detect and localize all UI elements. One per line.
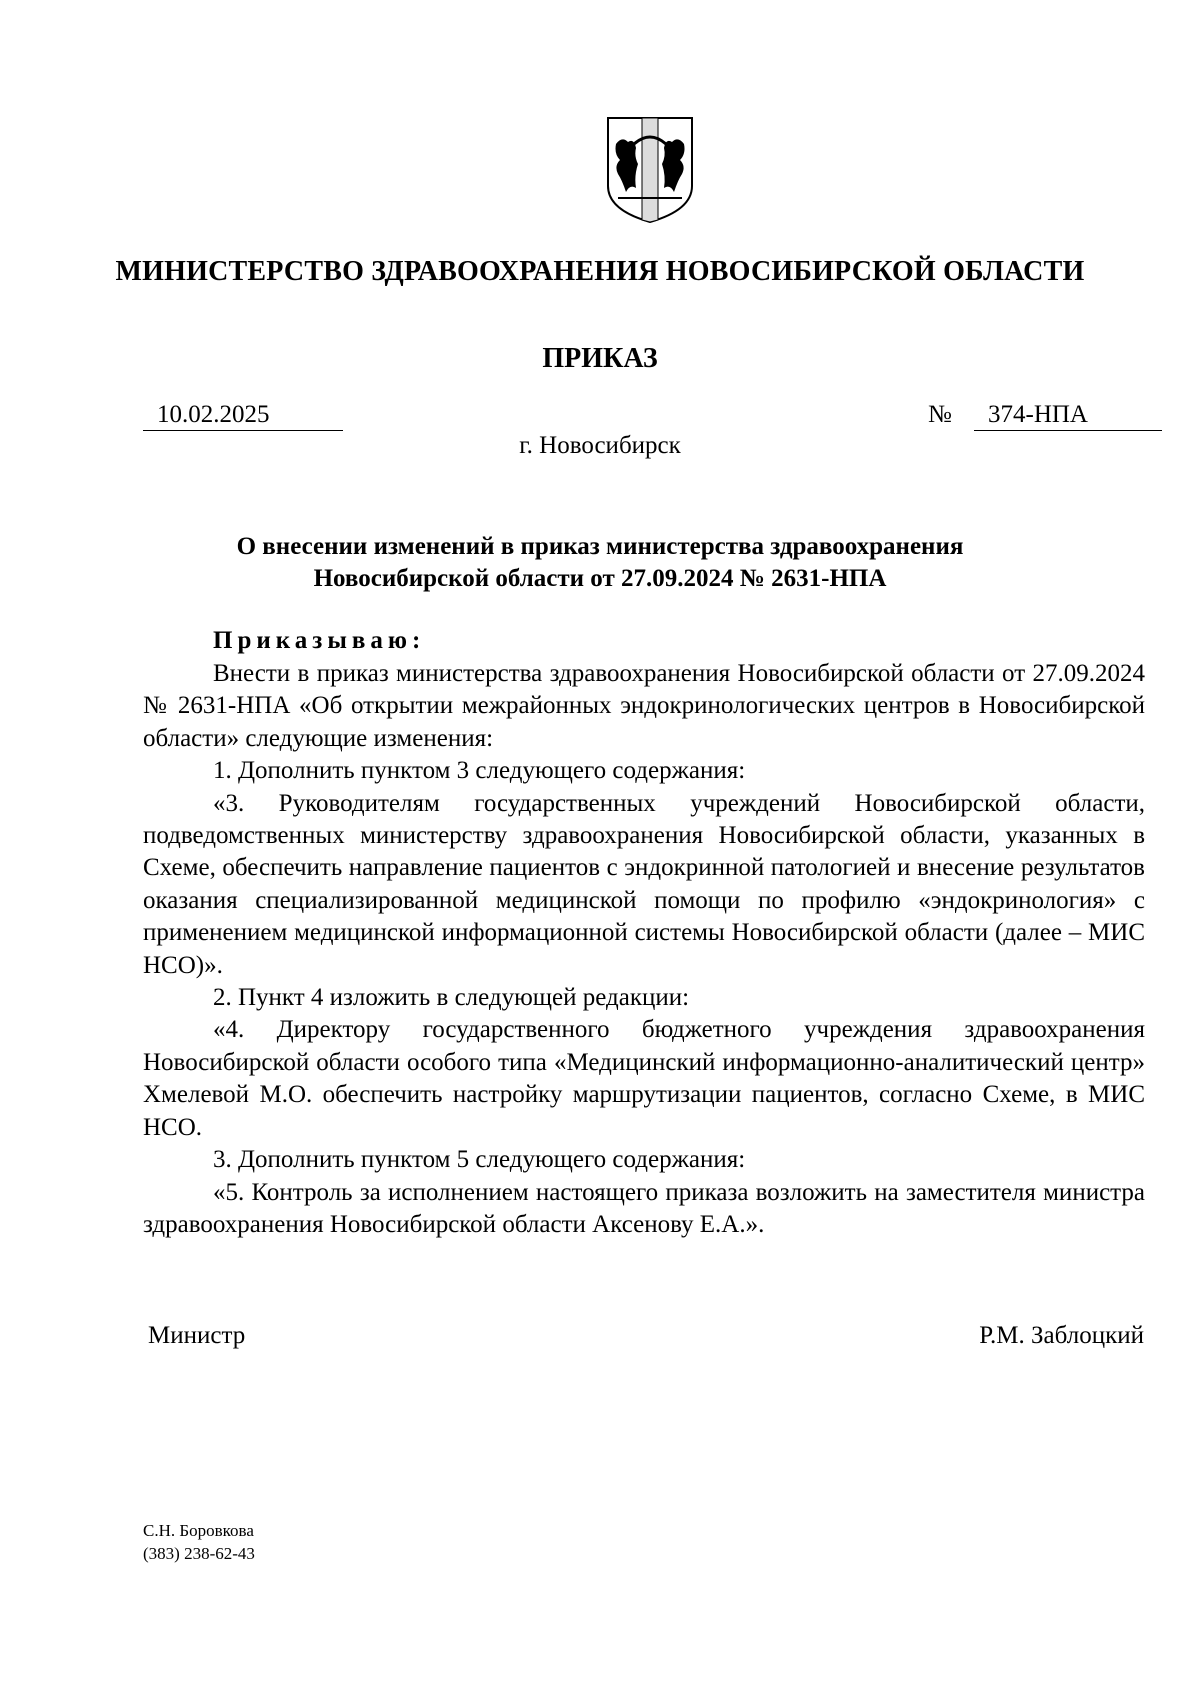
order-number: 374-НПА [974,400,1162,431]
order-heading: Приказываю: [213,627,426,654]
coat-of-arms-icon [604,114,696,224]
document-type: ПРИКАЗ [542,343,658,374]
paragraph: 1. Дополнить пунктом 3 следующего содержания: [213,757,746,785]
city: г. Новосибирск [519,432,681,459]
subject-line-2: Новосибирской области от 27.09.2024 № 2631-НПА [313,565,887,592]
order-body [143,658,1145,1241]
signatory-title: Министр [148,1322,246,1349]
paragraph: «4. Директору государственного бюджетного учреждения здравоохранения Новосибирской области особого типа «Медицинский информационно-аналитический центр» Хмелевой М.О. обеспечить настройку маршрутизации пациентов, согласно Схеме, в МИС НСО. [143,1016,1145,1141]
paragraph: Внести в приказ министерства здравоохранения Новосибирской области от 27.09.2024 № 2631-НПА «Об открытии межрайонных эндокринологических центров в Новосибирской области» следующие изменения: [143,660,1145,752]
number-sign: № [928,401,952,428]
executor-name: С.Н. Боровкова [143,1521,254,1540]
ministry-title: МИНИСТЕРСТВО ЗДРАВООХРАНЕНИЯ НОВОСИБИРСКОЙ ОБЛАСТИ [115,256,1085,287]
executor-phone: (383) 238-62-43 [143,1544,255,1563]
order-date: 10.02.2025 [143,400,343,431]
paragraph: «5. Контроль за исполнением настоящего приказа возложить на заместителя министра здравоохранения Новосибирской области Аксенову Е.А.». [143,1178,1145,1238]
signatory-name: Р.М. Заблоцкий [979,1322,1144,1349]
paragraph: «3. Руководителям государственных учреждений Новосибирской области, подведомственных министерству здравоохранения Новосибирской области, указанных в Схеме, обеспечить направление пациентов с эндокринной патологией и внесение результатов оказания специализированной медицинской помощи по профилю «эндокринология» с применением медицинской информационной системы Новосибирской области (далее – МИС НСО)». [143,789,1145,979]
order-subject [143,531,1057,595]
paragraph: 3. Дополнить пунктом 5 следующего содержания: [213,1146,746,1174]
executor-info [143,1519,255,1565]
paragraph: 2. Пункт 4 изложить в следующей редакции: [213,984,690,1012]
subject-line-1: О внесении изменений в приказ министерства здравоохранения [236,533,964,560]
